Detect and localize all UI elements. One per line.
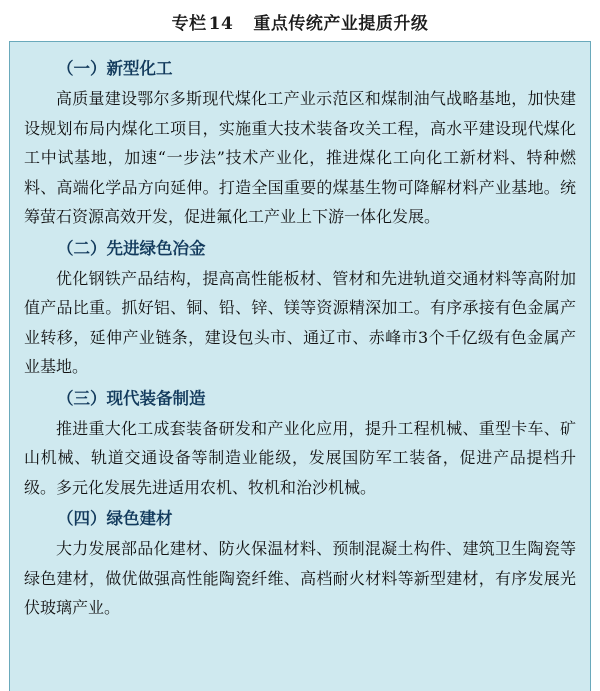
section-body-3: 推进重大化工成套装备研发和产业化应用，提升工程机械、重型卡车、矿山机械、轨道交通设备等制造业能级，发展国防军工装备，促进产品提档升级。多元化发展先进适用农机、牧机和治沙机械。 (24, 418, 576, 497)
title-text: 重点传统产业提质升级 (253, 14, 429, 34)
page-title (0, 0, 600, 44)
title-number: 14 (208, 14, 234, 34)
content-panel (9, 41, 591, 691)
section-heading-1: （一）新型化工 (57, 59, 173, 78)
section-heading-4: （四）绿色建材 (57, 509, 173, 528)
section-body-4: 大力发展部品化建材、防火保温材料、预制混凝土构件、建筑卫生陶瓷等绿色建材，做优做强高性能陶瓷纤维、高档耐火材料等新型建材，有序发展光伏玻璃产业。 (24, 539, 576, 617)
section-body-2: 优化钢铁产品结构，提高高性能板材、管材和先进轨道交通材料等高附加值产品比重。抓好铝、铜、铅、锌、镁等资源精深加工。有序承接有色金属产业转移，延伸产业链条，建设包头市、通辽市、赤峰市3个千亿级有色金属产业基地。 (24, 268, 576, 376)
section-body-1: 高质量建设鄂尔多斯现代煤化工产业示范区和煤制油气战略基地，加快建设规划布局内煤化工项目，实施重大技术装备攻关工程，高水平建设现代煤化工中试基地，加速“一步法”技术产业化，推进煤化工向化工新材料、特种燃料、高端化学品方向延伸。打造全国重要的煤基生物可降解材料产业基地。统筹萤石资源高效开发，促进氟化工产业上下游一体化发展。 (24, 89, 576, 226)
section-heading-3: （三）现代装备制造 (57, 388, 206, 408)
section-heading-2: （二）先进绿色冶金 (57, 238, 206, 258)
title-prefix: 专栏 (171, 14, 207, 34)
